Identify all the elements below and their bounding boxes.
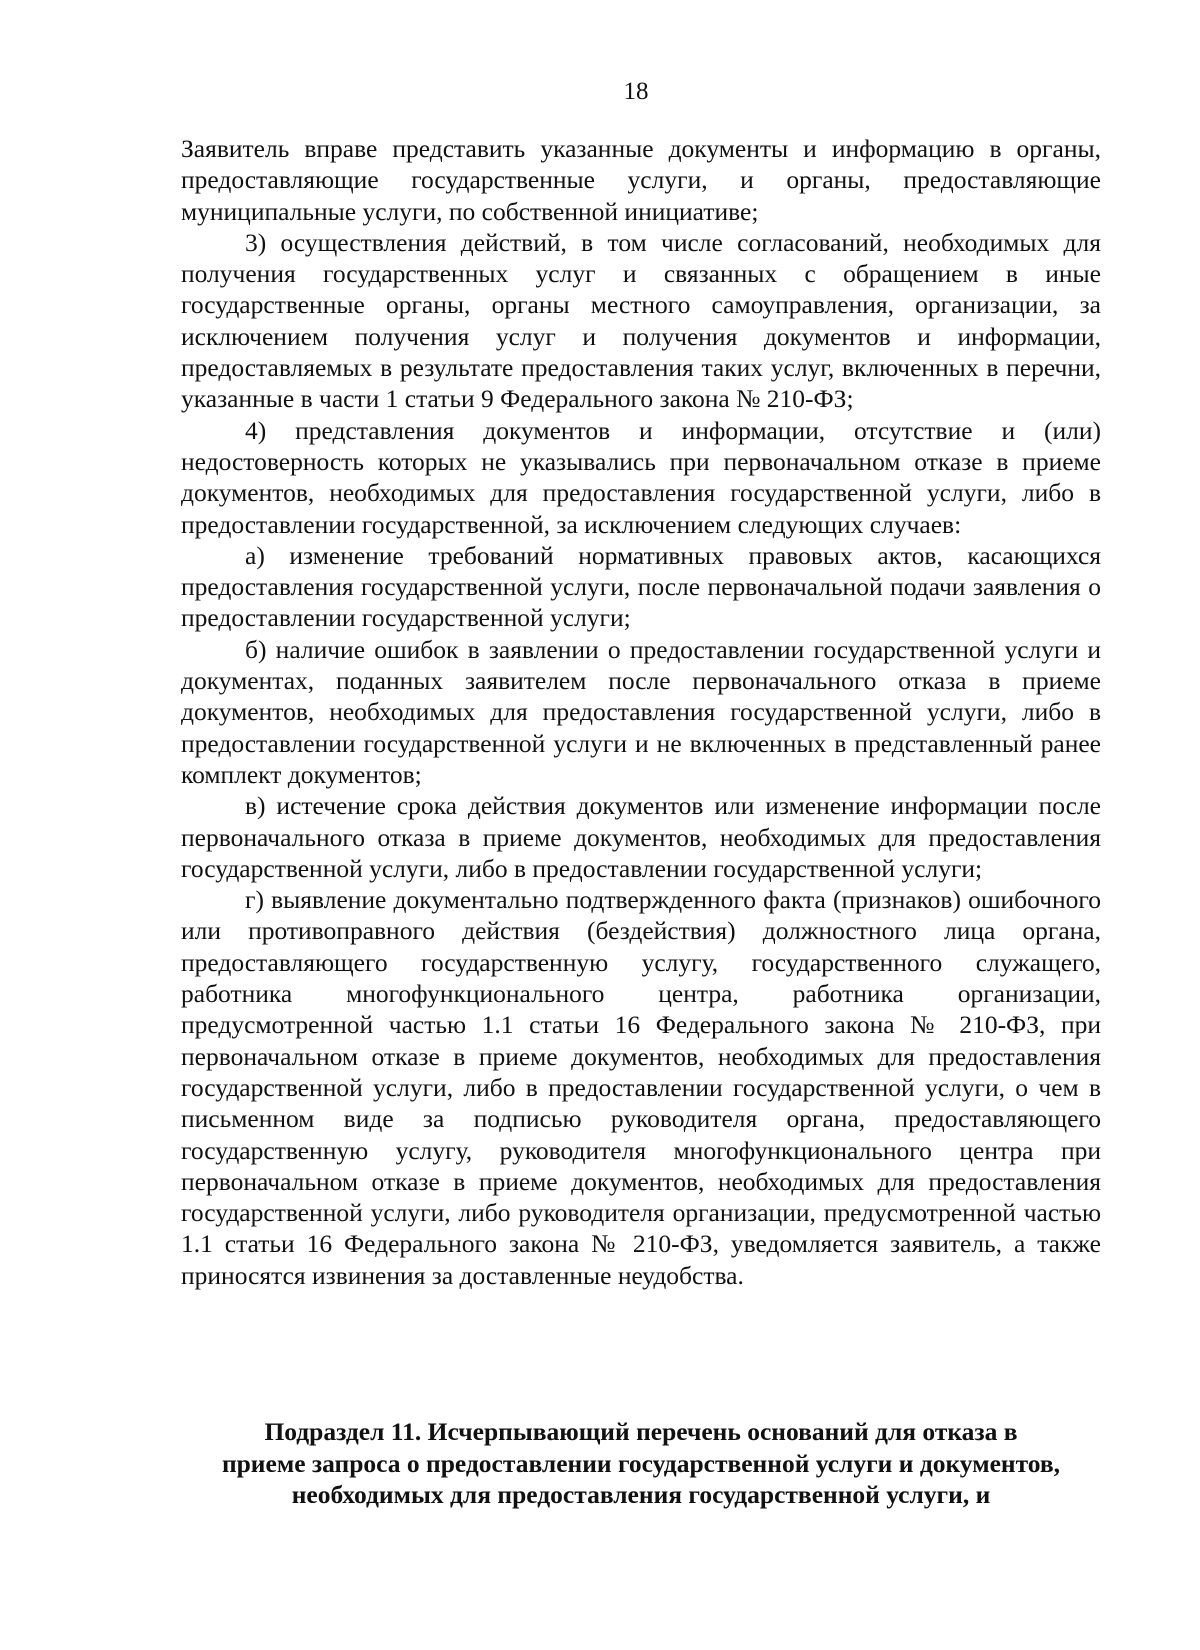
- paragraph-subitem-g: г) выявление документально подтвержденного факта (признаков) ошибочного или противоправного действия (бездействия) должностного лица органа, предоставляющего государственную услугу, государственного служащего, работника многофункционального центра, работника организации, предусмотренной частью 1.1 статьи 16 Федерального закона № 210-ФЗ, при первоначальном отказе в приеме документов, необходимых для предоставления государственной услуги, либо в предоставлении государственной услуги, о чем в письменном виде за подписью руководителя органа, предоставляющего государственную услугу, руководителя многофункционального центра при первоначальном отказе в приеме документов, необходимых для предоставления государственной услуги, либо руководителя организации, предусмотренной частью 1.1 статьи 16 Федерального закона № 210-ФЗ, уведомляется заявитель, а также приносятся извинения за доставленные неудобства.: [181, 885, 1101, 1290]
- section-heading: [181, 1416, 1101, 1511]
- paragraph-item-4: 4) представления документов и информации, отсутствие и (или) недостоверность которых не указывались при первоначальном отказе в приеме документов, необходимых для предоставления государственной услуги, либо в предоставлении государственной, за исключением следующих случаев:: [181, 415, 1101, 539]
- paragraph-item-3: 3) осуществления действий, в том числе согласований, необходимых для получения государственных услуг и связанных с обращением в иные государственные органы, органы местного самоуправления, организации, за исключением получения услуг и получения документов и информации, предоставляемых в результате предоставления таких услуг, включенных в перечни, указанные в части 1 статьи 9 Федерального закона № 210-ФЗ;: [181, 227, 1101, 414]
- heading-line: необходимых для предоставления государственной услуги, и: [291, 1480, 991, 1509]
- paragraph-applicant-right: Заявитель вправе представить указанные документы и информацию в органы, предоставляющие государственные услуги, и органы, предоставляющие муниципальные услуги, по собственной инициативе;: [181, 134, 1101, 226]
- heading-line: приеме запроса о предоставлении государственной услуги и документов,: [221, 1448, 1061, 1478]
- paragraph-subitem-v: в) истечение срока действия документов или изменение информации после первоначального отказа в приеме документов, необходимых для предоставления государственной услуги, либо в предоставлении государственной услуги;: [181, 791, 1101, 883]
- heading-line: Подраздел 11. Исчерпывающий перечень оснований для отказа в: [264, 1417, 1018, 1446]
- body-text: [181, 133, 1101, 1291]
- paragraph-subitem-a: а) изменение требований нормативных правовых актов, касающихся предоставления государственной услуги, после первоначальной подачи заявления о предоставлении государственной услуги;: [181, 540, 1101, 633]
- paragraph-subitem-b: б) наличие ошибок в заявлении о предоставлении государственной услуги и документах, поданных заявителем после первоначального отказа в приеме документов, необходимых для предоставления государственной услуги, либо в предоставлении государственной услуги и не включенных в представленный ранее комплект документов;: [181, 634, 1101, 789]
- page-number: 18: [623, 78, 649, 105]
